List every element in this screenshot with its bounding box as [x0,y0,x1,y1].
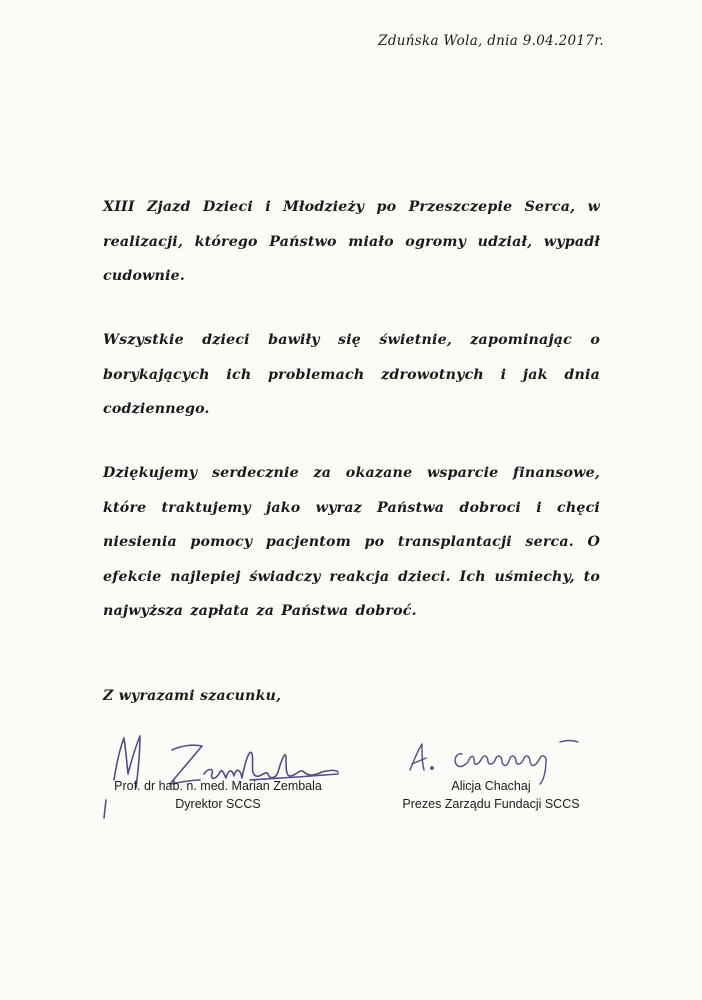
signatory-role: Prezes Zarządu Fundacji SCCS [402,797,580,811]
paragraph-thanks: Dziękujemy serdecznie za okazane wsparcie finansowe, które traktujemy jako wyraz Państwa dobroci i chęci niesienia pomocy pacjentom po transplantacji serca. O efekcie najlepiej świadczy reakcja dzieci. Ich uśmiechy, to najwyższa zapłata za Państwa dobroć. [103,465,600,619]
signatory-zembala [93,777,343,813]
signatory-role: Dyrektor SCCS [175,797,261,811]
signatory-name: Prof. dr hab. n. med. Marian Zembala [114,779,322,793]
signatory-name: Alicja Chachaj [451,779,531,793]
paragraph-children: Wszystkie dzieci bawiły się świetnie, zapominając o borykających ich problemach zdrowotnych i jak dnia codziennego. [103,332,600,417]
paragraph-event: XIII Zjazd Dzieci i Młodzieży po Przeszczepie Serca, w realizacji, którego Państwo miało ogromy udział, wypadł cudownie. [103,199,600,284]
signatory-chachaj [386,777,596,813]
closing-regards: Z wyrazami szacunku, [103,688,282,704]
date-line: Zduńska Wola, dnia 9.04.2017r. [378,33,604,49]
